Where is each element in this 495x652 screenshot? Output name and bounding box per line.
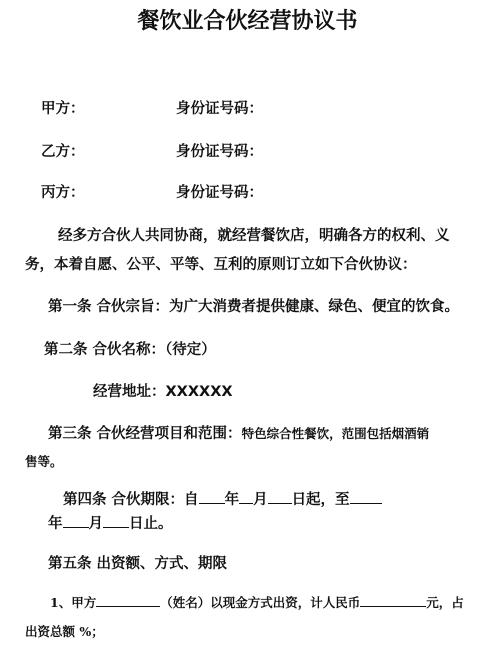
- address-line: [93, 380, 233, 401]
- address-label: 经营地址：: [93, 384, 166, 400]
- amount-blank: [360, 594, 426, 607]
- item-1-line-1: [50, 593, 464, 611]
- article-4-year-2: 年: [48, 516, 63, 532]
- document-title: 餐饮业合伙经营协议书: [137, 9, 358, 34]
- article-3-line-2: 售等。: [25, 454, 63, 469]
- party-a-id-label: 身份证号码：: [176, 101, 263, 117]
- article-4-line-2: [48, 512, 173, 533]
- item-1-contribution: （姓名）以现金方式出资，计人民币: [160, 595, 361, 610]
- article-3-detail: 特色综合性餐饮，范围包括烟酒销: [241, 426, 430, 441]
- item-1-unit: 元，占: [426, 595, 464, 610]
- intro-line-1: 经多方合伙人共同协商，就经营餐饮店，明确各方的权利、义: [58, 228, 450, 244]
- article-3-line-1: [48, 422, 429, 443]
- end-day-blank: [103, 515, 129, 528]
- article-3-heading: 第三条 合伙经营项目和范围：: [48, 426, 242, 442]
- party-c-label: 丙方：: [41, 185, 85, 201]
- address-value: XXXXXX: [165, 384, 233, 400]
- party-a-label: 甲方：: [41, 101, 85, 117]
- end-year-prefix-blank: [350, 491, 382, 504]
- article-4-line-1: [63, 488, 382, 509]
- article-2: 第二条 合伙名称：（待定）: [44, 342, 216, 358]
- article-4-month-2: 月: [88, 516, 103, 532]
- start-day-blank: [268, 491, 292, 504]
- article-4-day-2: 日止。: [129, 516, 173, 532]
- end-month-blank: [63, 515, 89, 528]
- party-b-label: 乙方：: [41, 144, 85, 160]
- article-4-day-1: 日起，至: [291, 492, 350, 508]
- article-4-year-1: 年: [224, 492, 240, 508]
- start-year-blank: [199, 491, 225, 504]
- intro-line-2: 务，本着自愿、公平、平等、互利的原则订立如下合伙协议：: [25, 257, 417, 273]
- article-5: 第五条 出资额、方式、期限: [48, 556, 228, 572]
- article-4-intro: 第四条 合伙期限：自: [63, 492, 199, 508]
- item-1-party: 1、甲方: [50, 595, 97, 610]
- article-1: 第一条 合伙宗旨：为广大消费者提供健康、绿色、便宜的饮食。: [48, 299, 460, 315]
- article-4-month-1: 月: [253, 492, 268, 508]
- start-month-blank: [239, 491, 253, 504]
- party-c-id-label: 身份证号码：: [176, 185, 263, 201]
- party-a-name-blank: [96, 594, 160, 607]
- party-b-id-label: 身份证号码：: [176, 144, 263, 160]
- item-1-line-2: 出资总额 %；: [25, 624, 104, 639]
